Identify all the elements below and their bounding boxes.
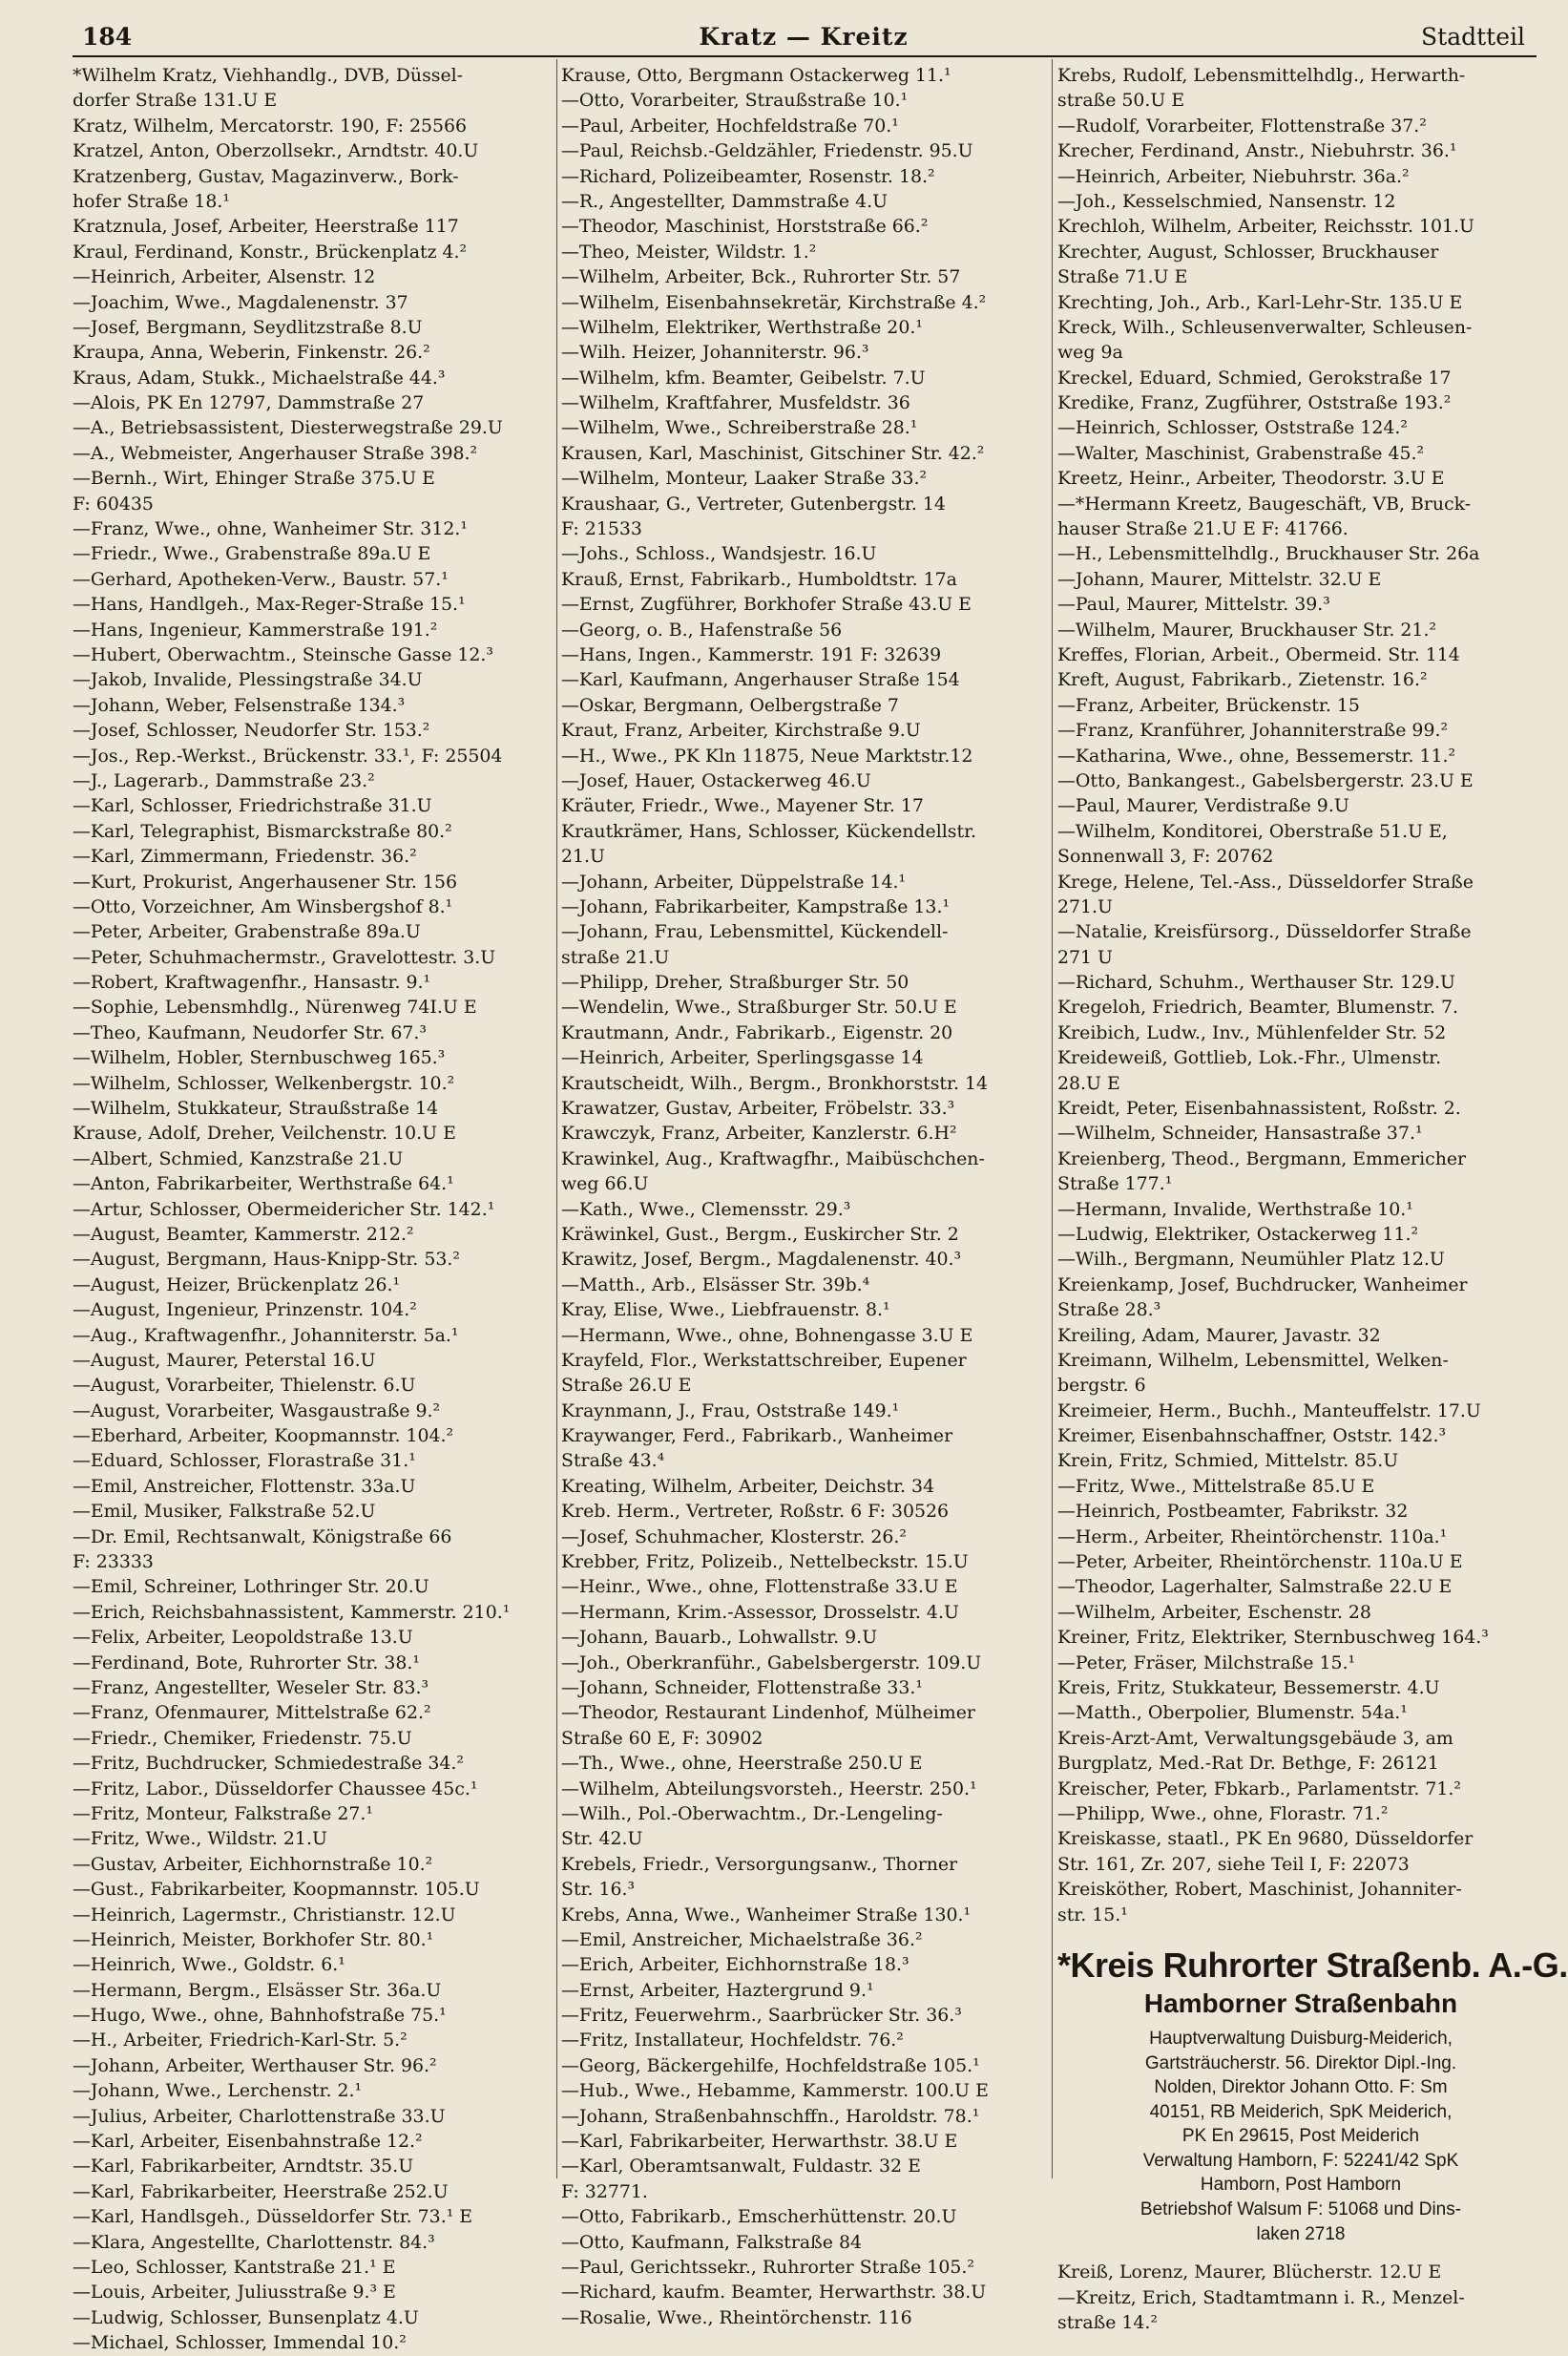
directory-entry: Kreimann, Wilhelm, Lebensmittel, Welken- (1057, 1349, 1449, 1371)
directory-entry: —August, Bergmann, Haus-Knipp-Str. 53.² (73, 1249, 460, 1271)
directory-entry: Krautkrämer, Hans, Schlosser, Kückendellstr. (561, 820, 977, 842)
directory-entry: Kreckel, Eduard, Schmied, Gerokstraße 17 (1057, 367, 1452, 389)
directory-entry: Kratznula, Josef, Arbeiter, Heerstraße 117 (73, 216, 459, 238)
directory-entry: Kraus, Adam, Stukk., Michaelstraße 44.³ (73, 367, 446, 389)
directory-entry: —Johann, Arbeiter, Düppelstraße 14.¹ (561, 871, 907, 893)
directory-entry: Kreibich, Ludw., Inv., Mühlenfelder Str. 52 (1057, 1021, 1447, 1043)
directory-entry: —Franz, Arbeiter, Brückenstr. 15 (1057, 694, 1360, 716)
directory-entry: —Otto, Fabrikarb., Emscherhüttenstr. 20.U (561, 2206, 957, 2228)
directory-entry: Kreis, Fritz, Stukkateur, Bessemerstr. 4.U (1057, 1677, 1440, 1698)
directory-entry: —Hub., Wwe., Hebamme, Kammerstr. 100.U E (561, 2080, 989, 2102)
directory-entry: —Emil, Anstreicher, Flottenstr. 33a.U (73, 1475, 416, 1497)
directory-entry: —Johann, Maurer, Mittelstr. 32.U E (1057, 568, 1382, 590)
directory-entry: Straße 71.U E (1057, 266, 1188, 288)
directory-entry: —Johann, Fabrikarbeiter, Kampstraße 13.¹ (561, 895, 951, 917)
directory-entry: —Johann, Bauarb., Lohwallstr. 9.U (561, 1627, 878, 1649)
directory-entry: Krause, Adolf, Dreher, Veilchenstr. 10.U E (73, 1123, 456, 1145)
directory-entry: —Robert, Kraftwagenfhr., Hansastr. 9.¹ (73, 972, 431, 994)
directory-entry: —Philipp, Dreher, Straßburger Str. 50 (561, 972, 909, 994)
after-ad-entries (1057, 2260, 1544, 2335)
directory-entry: Krausen, Karl, Maschinist, Gitschiner Str. 42.² (561, 442, 985, 464)
directory-entry: —Wilhelm, Abteilungsvorsteh., Heerstr. 250.¹ (561, 1778, 977, 1799)
directory-entry: —Wilhelm, Arbeiter, Eschenstr. 28 (1057, 1601, 1371, 1623)
directory-entry: —Heinrich, Meister, Borkhofer Str. 80.¹ (73, 1928, 434, 1950)
directory-entry: *Wilhelm Kratz, Viehhandlg., DVB, Düssel- (73, 65, 464, 86)
directory-entry: —Louis, Arbeiter, Juliusstraße 9.³ E (73, 2282, 396, 2303)
directory-entry: Krawitz, Josef, Bergm., Magdalenenstr. 40.³ (561, 1249, 962, 1271)
directory-entry: —Joachim, Wwe., Magdalenenstr. 37 (73, 291, 408, 313)
directory-entry: —Ludwig, Schlosser, Bunsenplatz 4.U (73, 2306, 419, 2328)
directory-entry: —Karl, Schlosser, Friedrichstraße 31.U (73, 795, 432, 817)
directory-entry: Krause, Otto, Bergmann Ostackerweg 11.¹ (561, 65, 951, 86)
directory-entry: Krawatzer, Gustav, Arbeiter, Fröbelstr. 33.³ (561, 1098, 955, 1120)
directory-entry: —Otto, Vorzeichner, Am Winsbergshof 8.¹ (73, 895, 453, 917)
directory-entry: F: 23333 (73, 1551, 154, 1573)
directory-entry: —Michael, Schlosser, Immendal 10.² (73, 2332, 407, 2354)
directory-entry: —Fritz, Feuerwehrm., Saarbrücker Str. 36.³ (561, 2005, 962, 2027)
directory-entry: Kreideweiß, Gottlieb, Lok.-Fhr., Ulmenstr. (1057, 1047, 1442, 1069)
directory-entry: —Wilhelm, Stukkateur, Straußstraße 14 (73, 1098, 439, 1120)
directory-entry: Kreisköther, Robert, Maschinist, Johanniter- (1057, 1879, 1462, 1901)
directory-entry: —Julius, Arbeiter, Charlottenstraße 33.U (73, 2105, 446, 2127)
directory-entry: Kreating, Wilhelm, Arbeiter, Deichstr. 34 (561, 1475, 935, 1497)
directory-entry: —Peter, Arbeiter, Grabenstraße 89a.U (73, 921, 421, 943)
directory-entry: —August, Heizer, Brückenplatz 26.¹ (73, 1273, 401, 1295)
directory-entry: bergstr. 6 (1057, 1375, 1146, 1397)
directory-entry: —Jakob, Invalide, Plessingstraße 34.U (73, 669, 423, 691)
directory-entry: —Ludwig, Elektriker, Ostackerweg 11.² (1057, 1223, 1419, 1245)
directory-entry: Kredike, Franz, Zugführer, Oststraße 193.² (1057, 392, 1452, 414)
directory-entry: —Felix, Arbeiter, Leopoldstraße 13.U (73, 1627, 413, 1649)
directory-entry: —Fritz, Monteur, Falkstraße 27.¹ (73, 1802, 373, 1824)
column-1 (73, 63, 554, 2354)
ad-line: Hamborn, Post Hamborn (1200, 2175, 1402, 2196)
directory-entry: Krautscheidt, Wilh., Bergm., Bronkhorststr. 14 (561, 1072, 989, 1094)
directory-entry: —Wilhelm, Eisenbahnsekretär, Kirchstraße 4.² (561, 291, 987, 313)
directory-entry: —Fritz, Wwe., Mittelstraße 85.U E (1057, 1475, 1375, 1497)
directory-entry: —Friedr., Wwe., Grabenstraße 89a.U E (73, 543, 431, 565)
directory-entry: —Johs., Schloss., Wandsjestr. 16.U (561, 543, 877, 565)
column-3-entries (1057, 63, 1544, 1927)
directory-entry: —Kurt, Prokurist, Angerhausener Str. 156 (73, 871, 457, 893)
directory-entry: —Johann, Wwe., Lerchenstr. 2.¹ (73, 2080, 363, 2102)
directory-entry: —Theodor, Maschinist, Horststraße 66.² (561, 216, 929, 238)
directory-entry: F: 32771. (561, 2180, 648, 2202)
directory-entry: —Karl, Fabrikarbeiter, Herwarthstr. 38.U E (561, 2131, 958, 2153)
directory-entry: —Sophie, Lebensmhdlg., Nürenweg 74I.U E (73, 997, 477, 1019)
directory-entry: —Th., Wwe., ohne, Heerstraße 250.U E (561, 1753, 923, 1775)
directory-entry: —Erich, Arbeiter, Eichhornstraße 18.³ (561, 1954, 909, 1976)
directory-entry: Krechter, August, Schlosser, Bruckhauser (1057, 241, 1439, 263)
directory-entry: —Paul, Gerichtssekr., Ruhrorter Straße 105.² (561, 2256, 974, 2278)
directory-entry: —R., Angestellter, Dammstraße 4.U (561, 190, 889, 212)
directory-entry: Kratz, Wilhelm, Mercatorstr. 190, F: 25566 (73, 115, 468, 137)
directory-entry: —Theodor, Restaurant Lindenhof, Mülheimer (561, 1702, 975, 1724)
directory-entry: —Wilhelm, Elektriker, Werthstraße 20.¹ (561, 316, 923, 338)
directory-entry: Kreft, August, Fabrikarb., Zietenstr. 16.² (1057, 669, 1428, 691)
directory-entry: —Franz, Kranführer, Johanniterstraße 99.² (1057, 720, 1449, 742)
directory-entry: Krawczyk, Franz, Arbeiter, Kanzlerstr. 6.H² (561, 1123, 957, 1145)
directory-entry: —August, Ingenieur, Prinzenstr. 104.² (73, 1299, 417, 1321)
directory-entry: straße 14.² (1057, 2312, 1158, 2334)
directory-entry: Krawinkel, Aug., Kraftwagfhr., Maibüschchen- (561, 1147, 985, 1169)
directory-entry: hauser Straße 21.U E F: 41766. (1057, 518, 1348, 540)
directory-entry: —Otto, Vorarbeiter, Straußstraße 10.¹ (561, 90, 909, 112)
directory-entry: Kreiner, Fritz, Elektriker, Sternbuschweg 164.³ (1057, 1627, 1489, 1649)
directory-entry: —Wilhelm, Arbeiter, Bck., Ruhrorter Str. 57 (561, 266, 961, 288)
directory-entry: Kreiling, Adam, Maurer, Javastr. 32 (1057, 1324, 1381, 1346)
directory-entry: —Karl, Telegraphist, Bismarckstraße 80.² (73, 820, 452, 842)
directory-entry: —Ferdinand, Bote, Ruhrorter Str. 38.¹ (73, 1651, 420, 1673)
directory-entry: Burgplatz, Med.-Rat Dr. Bethge, F: 26121 (1057, 1753, 1439, 1775)
directory-entry: Krauß, Ernst, Fabrikarb., Humboldtstr. 17a (561, 568, 957, 590)
directory-entry: —Wilhelm, Maurer, Bruckhauser Str. 21.² (1057, 619, 1437, 641)
directory-entry: Kreidt, Peter, Eisenbahnassistent, Roßstr. 2. (1057, 1098, 1461, 1120)
directory-entry: Kreimer, Eisenbahnschaffner, Oststr. 142.³ (1057, 1425, 1447, 1447)
directory-entry: —Wilh. Heizer, Johanniterstr. 96.³ (561, 342, 869, 364)
directory-entry: —Johann, Weber, Felsenstraße 134.³ (73, 694, 406, 716)
directory-entry: —August, Beamter, Kammerstr. 212.² (73, 1223, 414, 1245)
directory-entry: —Karl, Fabrikarbeiter, Arndtstr. 35.U (73, 2156, 414, 2177)
directory-entry: —Dr. Emil, Rechtsanwalt, Königstraße 66 (73, 1525, 452, 1547)
directory-entry: —Fritz, Wwe., Wildstr. 21.U (73, 1828, 327, 1850)
directory-entry: —Gustav, Arbeiter, Eichhornstraße 10.² (73, 1853, 433, 1875)
directory-entry: —Emil, Musiker, Falkstraße 52.U (73, 1501, 376, 1523)
directory-entry: Str. 161, Zr. 207, siehe Teil I, F: 22073 (1057, 1853, 1410, 1875)
directory-entry: Krecher, Ferdinand, Anstr., Niebuhrstr. 36.¹ (1057, 140, 1457, 162)
directory-entry: Kreienkamp, Josef, Buchdrucker, Wanheimer (1057, 1273, 1468, 1295)
directory-entry: —Walter, Maschinist, Grabenstraße 45.² (1057, 442, 1425, 464)
directory-entry: Kreiß, Lorenz, Maurer, Blücherstr. 12.U E (1057, 2261, 1442, 2283)
directory-entry: Kratzenberg, Gustav, Magazinverw., Bork- (73, 165, 459, 187)
directory-entry: —Theo, Kaufmann, Neudorfer Str. 67.³ (73, 1021, 427, 1043)
directory-entry: —Emil, Schreiner, Lothringer Str. 20.U (73, 1576, 429, 1598)
directory-entry: Krein, Fritz, Schmied, Mittelstr. 85.U (1057, 1450, 1399, 1472)
directory-entry: hofer Straße 18.¹ (73, 190, 230, 212)
directory-entry: —Fritz, Installateur, Hochfeldstr. 76.² (561, 2030, 904, 2051)
directory-entry: —H., Lebensmittelhdlg., Bruckhauser Str. 26a (1057, 543, 1480, 565)
directory-entry: F: 21533 (561, 518, 642, 540)
directory-entry: straße 50.U E (1057, 90, 1185, 112)
page-header (82, 19, 1525, 57)
directory-entry: —Kath., Wwe., Clemensstr. 29.³ (561, 1198, 851, 1220)
directory-entry: Kraushaar, G., Vertreter, Gutenbergstr. 14 (561, 493, 946, 515)
directory-entry: —Bernh., Wirt, Ehinger Straße 375.U E (73, 468, 435, 490)
directory-entry: —Karl, Oberamtsanwalt, Fuldastr. 32 E (561, 2156, 921, 2177)
directory-entry: Kratzel, Anton, Oberzollsekr., Arndtstr. 40.U (73, 140, 479, 162)
directory-entry: Kreienberg, Theod., Bergmann, Emmericher (1057, 1147, 1467, 1169)
directory-entry: —Peter, Schuhmachermstr., Gravelottestr. 3.U (73, 946, 496, 968)
directory-entry: —Theo, Meister, Wildstr. 1.² (561, 241, 817, 263)
directory-entry: —Heinrich, Arbeiter, Alsenstr. 12 (73, 266, 376, 288)
directory-entry: Kraywanger, Ferd., Fabrikarb., Wanheimer (561, 1425, 953, 1447)
directory-entry: —Paul, Reichsb.-Geldzähler, Friedenstr. 95.U (561, 140, 973, 162)
directory-entry: Krechting, Joh., Arb., Karl-Lehr-Str. 135.U E (1057, 291, 1463, 313)
directory-entry: —Ernst, Zugführer, Borkhofer Straße 43.U E (561, 594, 972, 616)
directory-entry: —Wilhelm, kfm. Beamter, Geibelstr. 7.U (561, 367, 926, 389)
directory-entry: —Joh., Oberkranführ., Gabelsbergerstr. 109.U (561, 1651, 982, 1673)
directory-entry: —Paul, Maurer, Verdistraße 9.U (1057, 795, 1349, 817)
directory-entry: —Theodor, Lagerhalter, Salmstraße 22.U E (1057, 1576, 1453, 1598)
directory-entry: straße 21.U (561, 946, 670, 968)
directory-entry: —August, Vorarbeiter, Thielenstr. 6.U (73, 1375, 416, 1397)
directory-entry: Straße 177.¹ (1057, 1173, 1173, 1195)
directory-entry: Kraynmann, J., Frau, Oststraße 149.¹ (561, 1399, 900, 1421)
directory-entry: —Hans, Ingenieur, Kammerstraße 191.² (73, 619, 438, 641)
ad-line: 40151, RB Meiderich, SpK Meiderich, (1149, 2101, 1453, 2122)
directory-entry: —Josef, Schlosser, Neudorfer Str. 153.² (73, 720, 430, 742)
column-2 (561, 63, 1048, 2328)
directory-entry: Straße 43.⁴ (561, 1450, 665, 1472)
directory-entry: —Natalie, Kreisfürsorg., Düsseldorfer Straße (1057, 921, 1472, 943)
directory-entry: —Hermann, Invalide, Werthstraße 10.¹ (1057, 1198, 1413, 1220)
directory-entry: —Ernst, Arbeiter, Haztergrund 9.¹ (561, 1979, 874, 2001)
ad-title: *Kreis Ruhrorter Straßenb. A.-G. (1057, 1945, 1568, 1985)
page-number: 184 (82, 23, 133, 51)
directory-entry: —Rosalie, Wwe., Rheintörchenstr. 116 (561, 2306, 912, 2328)
directory-entry: Kreimeier, Herm., Buchh., Manteuffelstr. 17.U (1057, 1399, 1481, 1421)
directory-entry: —Wilhelm, Wwe., Schreiberstraße 28.¹ (561, 417, 918, 439)
directory-entry: —Oskar, Bergmann, Oelbergstraße 7 (561, 694, 899, 716)
directory-entry: —Fritz, Labor., Düsseldorfer Chaussee 45c.¹ (73, 1778, 478, 1799)
directory-entry: —Heinrich, Wwe., Goldstr. 6.¹ (73, 1954, 345, 1976)
directory-entry: Kreck, Wilh., Schleusenverwalter, Schleusen- (1057, 316, 1473, 338)
directory-entry: —Hermann, Krim.-Assessor, Drosselstr. 4.U (561, 1601, 959, 1623)
directory-entry: —Wendelin, Wwe., Straßburger Str. 50.U E (561, 997, 957, 1019)
directory-entry: —Hermann, Bergm., Elsässer Str. 36a.U (73, 1979, 442, 2001)
directory-entry: Kraupa, Anna, Weberin, Finkenstr. 26.² (73, 342, 430, 364)
directory-entry: —Alois, PK En 12797, Dammstraße 27 (73, 392, 425, 414)
directory-entry: Str. 42.U (561, 1828, 643, 1850)
ad-line: Verwaltung Hamborn, F: 52241/42 SpK (1142, 2150, 1459, 2171)
directory-entry: —Wilhelm, Kraftfahrer, Musfeldstr. 36 (561, 392, 910, 414)
column-divider (556, 59, 557, 2178)
directory-entry: —Richard, kaufm. Beamter, Herwarthstr. 38.U (561, 2282, 987, 2303)
directory-entry: Kreetz, Heinr., Arbeiter, Theodorstr. 3.U E (1057, 468, 1445, 490)
directory-entry: 21.U (561, 846, 605, 868)
directory-entry: —*Hermann Kreetz, Baugeschäft, VB, Bruck- (1057, 493, 1472, 515)
directory-entry: Krayfeld, Flor., Werkstattschreiber, Eupener (561, 1349, 967, 1371)
directory-entry: —Hans, Handlgeh., Max-Reger-Straße 15.¹ (73, 594, 466, 616)
directory-entry: Kräwinkel, Gust., Bergm., Euskircher Str. 2 (561, 1223, 959, 1245)
directory-entry: Kreischer, Peter, Fbkarb., Parlamentstr. 71.² (1057, 1778, 1461, 1799)
directory-entry: F: 60435 (73, 493, 154, 515)
directory-entry: —Josef, Hauer, Ostackerweg 46.U (561, 769, 871, 791)
directory-entry: —Heinr., Wwe., ohne, Flottenstraße 33.U E (561, 1576, 958, 1598)
directory-entry: Krebber, Fritz, Polizeib., Nettelbeckstr. 15.U (561, 1551, 969, 1573)
directory-entry: —August, Vorarbeiter, Wasgaustraße 9.² (73, 1399, 441, 1421)
section-label: Stadtteil (1421, 23, 1525, 51)
directory-entry: Sonnenwall 3, F: 20762 (1057, 846, 1274, 868)
directory-entry: 28.U E (1057, 1072, 1120, 1094)
directory-entry: Str. 16.³ (561, 1879, 636, 1901)
directory-entry: Krautmann, Andr., Fabrikarb., Eigenstr. 20 (561, 1021, 953, 1043)
directory-entry: —Wilhelm, Schlosser, Welkenbergstr. 10.² (73, 1072, 455, 1094)
directory-entry: —Hubert, Oberwachtm., Steinsche Gasse 12.³ (73, 643, 494, 665)
advertisement (1057, 1945, 1568, 2246)
directory-entry: —Paul, Maurer, Mittelstr. 39.³ (1057, 594, 1330, 616)
directory-entry: —Paul, Arbeiter, Hochfeldstraße 70.¹ (561, 115, 899, 137)
directory-entry: —Heinrich, Lagermstr., Christianstr. 12.U (73, 1904, 456, 1925)
directory-entry: Kreffes, Florian, Arbeit., Obermeid. Str. 114 (1057, 643, 1460, 665)
directory-entry: —Matth., Arb., Elsässer Str. 39b.⁴ (561, 1273, 870, 1295)
directory-entry: Kray, Elise, Wwe., Liebfrauenstr. 8.¹ (561, 1299, 890, 1321)
ad-line: Nolden, Direktor Johann Otto. F: Sm (1154, 2077, 1448, 2098)
directory-entry: Krebs, Rudolf, Lebensmittelhdlg., Herwarth- (1057, 65, 1466, 86)
directory-entry: —Heinrich, Arbeiter, Sperlingsgasse 14 (561, 1047, 924, 1069)
ad-line: Betriebshof Walsum F: 51068 und Dins- (1139, 2199, 1462, 2220)
directory-entry: —Herm., Arbeiter, Rheintörchenstr. 110a.¹ (1057, 1525, 1448, 1547)
directory-entry: —Josef, Schuhmacher, Klosterstr. 26.² (561, 1525, 908, 1547)
ad-line: PK En 29615, Post Meiderich (1181, 2126, 1420, 2147)
directory-entry: —Wilhelm, Konditorei, Oberstraße 51.U E, (1057, 820, 1448, 842)
directory-entry: —Hermann, Wwe., ohne, Bohnengasse 3.U E (561, 1324, 973, 1346)
ad-body (1057, 2027, 1544, 2246)
directory-entry: —Gerhard, Apotheken-Verw., Baustr. 57.¹ (73, 568, 449, 590)
column-3 (1057, 63, 1568, 2334)
directory-entry: Kreb. Herm., Vertreter, Roßstr. 6 F: 30526 (561, 1501, 950, 1523)
directory-entry: —Heinrich, Postbeamter, Fabrikstr. 32 (1057, 1501, 1409, 1523)
directory-entry: Krebs, Anna, Wwe., Wanheimer Straße 130.¹ (561, 1904, 972, 1925)
directory-entry: —Peter, Arbeiter, Rheintörchenstr. 110a.U E (1057, 1551, 1463, 1573)
directory-entry: —Hans, Ingen., Kammerstr. 191 F: 32639 (561, 643, 942, 665)
directory-entry: Kraul, Ferdinand, Konstr., Brückenplatz 4.² (73, 241, 468, 263)
directory-entry: Kräuter, Friedr., Wwe., Mayener Str. 17 (561, 795, 924, 817)
directory-entry: —A., Betriebsassistent, Diesterwegstraße 29.U (73, 417, 503, 439)
directory-entry: Krege, Helene, Tel.-Ass., Düsseldorfer Straße (1057, 871, 1474, 893)
directory-entry: —H., Arbeiter, Friedrich-Karl-Str. 5.² (73, 2030, 408, 2051)
directory-entry: —Emil, Anstreicher, Michaelstraße 36.² (561, 1928, 923, 1950)
directory-entry: —Joh., Kesselschmied, Nansenstr. 12 (1057, 190, 1396, 212)
directory-entry: —Franz, Wwe., ohne, Wanheimer Str. 312.¹ (73, 518, 468, 540)
directory-entry: —Karl, Fabrikarbeiter, Heerstraße 252.U (73, 2180, 449, 2202)
directory-entry: —Gust., Fabrikarbeiter, Koopmannstr. 105.U (73, 1879, 480, 1901)
directory-entry: —Georg, o. B., Hafenstraße 56 (561, 619, 843, 641)
directory-entry: —Aug., Kraftwagenfhr., Johanniterstr. 5a.¹ (73, 1324, 459, 1346)
directory-entry: —Karl, Arbeiter, Eisenbahnstraße 12.² (73, 2131, 423, 2153)
directory-entry: —A., Webmeister, Angerhauser Straße 398.² (73, 442, 478, 464)
directory-entry: —Heinrich, Schlosser, Oststraße 124.² (1057, 417, 1409, 439)
directory-entry: —Klara, Angestellte, Charlottenstr. 84.³ (73, 2231, 435, 2253)
directory-entry: Straße 60 E, F: 30902 (561, 1727, 763, 1749)
directory-entry: —Peter, Fräser, Milchstraße 15.¹ (1057, 1651, 1356, 1673)
directory-entry: 271.U (1057, 895, 1113, 917)
directory-entry: —Eduard, Schlosser, Florastraße 31.¹ (73, 1450, 416, 1472)
directory-entry: 271 U (1057, 946, 1113, 968)
directory-entry: —Jos., Rep.-Werkst., Brückenstr. 33.¹, F: 25504 (73, 745, 503, 767)
directory-entry: —Johann, Arbeiter, Werthauser Str. 96.² (73, 2054, 437, 2076)
directory-entry: —Johann, Straßenbahnschffn., Haroldstr. 78.¹ (561, 2105, 980, 2127)
directory-entry: weg 66.U (561, 1173, 649, 1195)
page-title: Kratz — Kreitz (699, 23, 909, 51)
directory-entry: Straße 26.U E (561, 1375, 692, 1397)
directory-entry: —Wilh., Bergmann, Neumühler Platz 12.U (1057, 1249, 1445, 1271)
directory-entry: —Eberhard, Arbeiter, Koopmannstr. 104.² (73, 1425, 454, 1447)
directory-entry: —Erich, Reichsbahnassistent, Kammerstr. 210.¹ (73, 1601, 511, 1623)
directory-entry: —Wilhelm, Hobler, Sternbuschweg 165.³ (73, 1047, 446, 1069)
directory-entry: —Rudolf, Vorarbeiter, Flottenstraße 37.² (1057, 115, 1427, 137)
directory-entry: Krebels, Friedr., Versorgungsanw., Thorner (561, 1853, 958, 1875)
directory-entry: —Wilhelm, Monteur, Laaker Straße 33.² (561, 468, 928, 490)
directory-entry: Kregeloh, Friedrich, Beamter, Blumenstr. 7. (1057, 997, 1459, 1019)
directory-entry: —Richard, Polizeibeamter, Rosenstr. 18.² (561, 165, 935, 187)
column-divider (1052, 59, 1053, 2178)
directory-entry: —Wilhelm, Schneider, Hansastraße 37.¹ (1057, 1123, 1423, 1145)
directory-entry: —Heinrich, Arbeiter, Niebuhrstr. 36a.² (1057, 165, 1410, 187)
directory-entry: Kreiskasse, staatl., PK En 9680, Düsseldorfer (1057, 1828, 1474, 1850)
directory-entry: —Johann, Schneider, Flottenstraße 33.¹ (561, 1677, 923, 1698)
directory-entry: —Matth., Oberpolier, Blumenstr. 54a.¹ (1057, 1702, 1408, 1724)
directory-entry: —Karl, Kaufmann, Angerhauser Straße 154 (561, 669, 960, 691)
directory-entry: dorfer Straße 131.U E (73, 90, 278, 112)
directory-entry: —Franz, Angestellter, Weseler Str. 83.³ (73, 1677, 429, 1698)
ad-line: Gartsträucherstr. 56. Direktor Dipl.-Ing. (1144, 2052, 1457, 2073)
directory-entry: Kraut, Franz, Arbeiter, Kirchstraße 9.U (561, 720, 921, 742)
directory-entry: —Karl, Zimmermann, Friedenstr. 36.² (73, 846, 417, 868)
directory-entry: —Franz, Ofenmaurer, Mittelstraße 62.² (73, 1702, 431, 1724)
directory-entry: —Anton, Fabrikarbeiter, Werthstraße 64.¹ (73, 1173, 454, 1195)
directory-entry: —Katharina, Wwe., ohne, Bessemerstr. 11.² (1057, 745, 1456, 767)
directory-entry: —Richard, Schuhm., Werthauser Str. 129.U (1057, 972, 1455, 994)
directory-entry: —Johann, Frau, Lebensmittel, Kückendell- (561, 921, 949, 943)
directory-entry: —Philipp, Wwe., ohne, Florastr. 71.² (1057, 1802, 1389, 1824)
directory-entry: —Josef, Bergmann, Seydlitzstraße 8.U (73, 316, 423, 338)
directory-entry: str. 15.¹ (1057, 1904, 1128, 1925)
directory-entry: —J., Lagerarb., Dammstraße 23.² (73, 769, 375, 791)
directory-entry: —H., Wwe., PK Kln 11875, Neue Marktstr.12 (561, 745, 973, 767)
directory-entry: —Otto, Kaufmann, Falkstraße 84 (561, 2231, 862, 2253)
directory-entry: —Albert, Schmied, Kanzstraße 21.U (73, 1147, 404, 1169)
directory-entry: —Otto, Bankangest., Gabelsbergerstr. 23.U E (1057, 769, 1474, 791)
directory-entry: —Artur, Schlosser, Obermeidericher Str. 142.¹ (73, 1198, 495, 1220)
ad-subtitle: Hamborner Straßenbahn (1143, 1988, 1458, 2018)
directory-entry: —Leo, Schlosser, Kantstraße 21.¹ E (73, 2256, 396, 2278)
directory-entry: Kreis-Arzt-Amt, Verwaltungsgebäude 3, am (1057, 1727, 1453, 1749)
directory-entry: —Kreitz, Erich, Stadtamtmann i. R., Menzel- (1057, 2286, 1465, 2308)
ad-line: Hauptverwaltung Duisburg-Meiderich, (1149, 2028, 1453, 2049)
directory-entry: —Fritz, Buchdrucker, Schmiedestraße 34.² (73, 1753, 464, 1775)
directory-entry: Straße 28.³ (1057, 1299, 1161, 1321)
ad-line: laken 2718 (1256, 2223, 1346, 2244)
directory-entry: —Hugo, Wwe., ohne, Bahnhofstraße 75.¹ (73, 2005, 447, 2027)
directory-entry: —Friedr., Chemiker, Friedenstr. 75.U (73, 1727, 412, 1749)
directory-entry: Krechloh, Wilhelm, Arbeiter, Reichsstr. 101.U (1057, 216, 1474, 238)
directory-entry: —Georg, Bäckergehilfe, Hochfeldstraße 105.¹ (561, 2054, 980, 2076)
directory-entry: —August, Maurer, Peterstal 16.U (73, 1349, 376, 1371)
directory-entry: —Karl, Handlsgeh., Düsseldorfer Str. 73.¹ E (73, 2206, 473, 2228)
directory-entry: weg 9a (1057, 342, 1123, 364)
header-rule (73, 55, 1537, 57)
directory-entry: —Wilh., Pol.-Oberwachtm., Dr.-Lengeling- (561, 1802, 943, 1824)
